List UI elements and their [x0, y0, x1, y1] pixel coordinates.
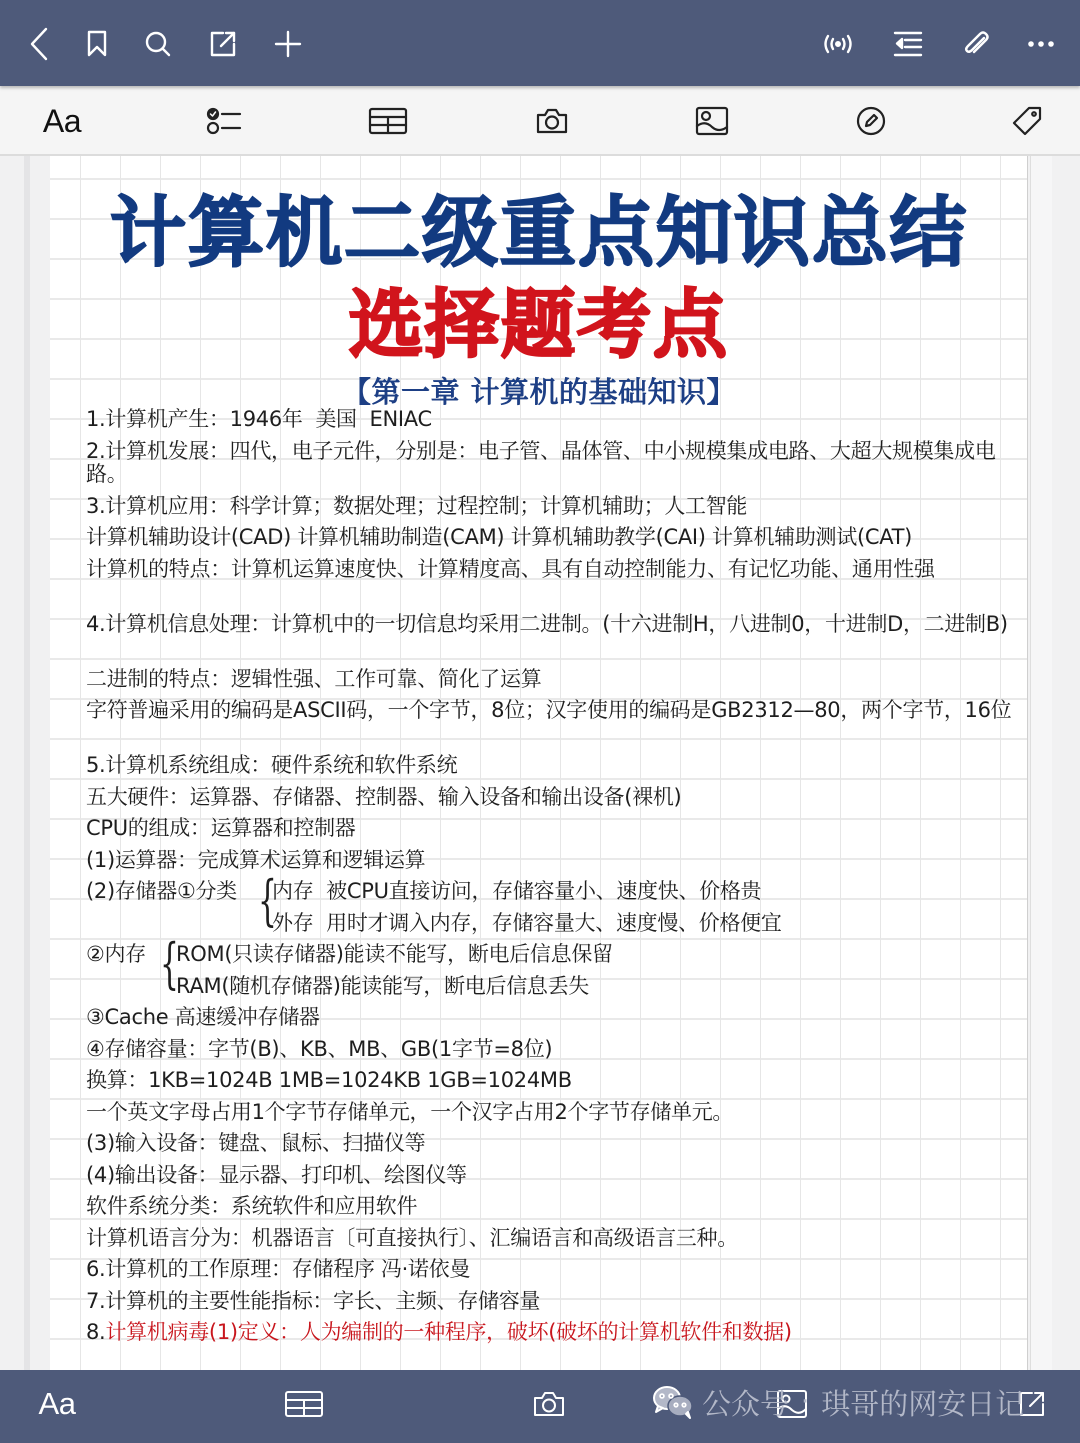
storage-classification-label: (2)存储器①分类: [86, 879, 237, 903]
line-number: 8.: [86, 1320, 106, 1344]
note-line: 计算机的特点：计算机运算速度快、计算精度高、具有自动控制能力、有记忆功能、通用性强: [86, 556, 935, 581]
note-line: 5.计算机系统组成：硬件系统和软件系统: [86, 753, 458, 777]
storage-item-internal: 内存 被CPU直接访问，存储容量小、速度快、价格贵: [272, 879, 762, 903]
more-button[interactable]: [1021, 24, 1061, 64]
share-icon: [1018, 1390, 1046, 1418]
note-line: 6.计算机的工作原理：存储程序 冯·诺依曼: [86, 1257, 471, 1281]
attachment-button[interactable]: [956, 24, 996, 64]
storage-item-external: 外存 用时才调入内存，存储容量大、速度慢、价格便宜: [272, 911, 782, 935]
back-button[interactable]: [20, 24, 60, 64]
document-title: 计算机二级重点知识总结: [110, 188, 968, 277]
pen-circle-icon: [855, 105, 887, 137]
text-format-button[interactable]: [32, 1384, 82, 1424]
note-line-highlight: [86, 1321, 1016, 1353]
tag-icon: [1011, 105, 1043, 137]
camera-icon: [535, 107, 569, 135]
image-icon: [695, 106, 729, 136]
note-line: 换算：1KB=1024B 1MB=1024KB 1GB=1024MB: [86, 1068, 572, 1092]
note-line: 2.计算机发展：四代，电子元件，分别是：电子管、晶体管、中小规模集成电路、大超大规模集成电路。: [86, 438, 996, 486]
add-button[interactable]: [268, 24, 308, 64]
read-aloud-button[interactable]: [818, 24, 858, 64]
search-icon: [144, 30, 172, 58]
table-icon: [368, 107, 408, 135]
outline-button[interactable]: [888, 24, 928, 64]
tag-button[interactable]: [1005, 101, 1049, 141]
checklist-icon: [206, 106, 242, 136]
note-line: ④存储容量：字节(B)、KB、MB、GB(1字节=8位): [86, 1036, 553, 1061]
note-line: 计算机辅助设计(CAD) 计算机辅助制造(CAM) 计算机辅助教学(CAI) 计算机辅助测试(CAT): [86, 525, 913, 549]
share-button[interactable]: [203, 24, 243, 64]
bookmark-button[interactable]: [77, 24, 117, 64]
camera-icon: [532, 1390, 566, 1418]
top-navigation-bar: [0, 0, 1080, 86]
document-area[interactable]: [0, 156, 1080, 1370]
watermark: [652, 1380, 1024, 1424]
table-icon: [284, 1390, 324, 1418]
handwriting-button[interactable]: [849, 101, 893, 141]
note-line: 3.计算机应用：科学计算；数据处理；过程控制；计算机辅助；人工智能: [86, 493, 748, 518]
note-line: 7.计算机的主要性能指标：字长、主频、存储容量: [86, 1288, 541, 1313]
search-button[interactable]: [138, 24, 178, 64]
note-line: 字符普遍采用的编码是ASCII码，一个字节，8位；汉字使用的编码是GB2312—80，两个字节，16位: [86, 698, 1012, 722]
image-icon: [776, 1389, 808, 1419]
note-line: 二进制的特点：逻辑性强、工作可靠、简化了运算: [86, 666, 542, 691]
note-line: ③Cache 高速缓冲存储器: [86, 1005, 320, 1029]
note-content: [86, 408, 1016, 1353]
broadcast-icon: [821, 32, 855, 56]
storage-classification: [86, 869, 1016, 943]
chapter-heading: 【第一章 计算机的基础知识】: [341, 375, 737, 409]
note-line: 五大硬件：运算器、存储器、控制器、输入设备和输出设备(裸机): [86, 784, 682, 809]
camera-button[interactable]: [527, 1384, 571, 1424]
watermark-prefix: 公众号: [702, 1386, 790, 1421]
insert-image-button[interactable]: [690, 101, 734, 141]
virus-definition-text: 计算机病毒(1)定义：人为编制的一种程序，破坏(破坏的计算机软件和数据): [105, 1320, 792, 1344]
note-line: 一个英文字母占用1个字节存储单元，一个汉字占用2个字节存储单元。: [86, 1099, 734, 1124]
note-line: (4)输出设备：显示器、打印机、绘图仪等: [86, 1162, 467, 1187]
table-button[interactable]: [366, 101, 410, 141]
checklist-button[interactable]: [202, 101, 246, 141]
note-line: 1.计算机产生：1946年 美国 ENIAC: [86, 407, 432, 431]
note-line: 计算机语言分为：机器语言〔可直接执行〕、汇编语言和高级语言三种。: [86, 1225, 738, 1250]
more-icon: [1028, 40, 1054, 48]
note-page[interactable]: [50, 156, 1028, 1370]
note-line: CPU的组成：运算器和控制器: [86, 816, 356, 840]
memory-types-label: ②内存: [86, 942, 146, 966]
note-line: (1)运算器：完成算术运算和逻辑运算: [86, 847, 426, 872]
note-line: 软件系统分类：系统软件和应用软件: [86, 1194, 418, 1218]
bookmark-icon: [86, 30, 108, 58]
page-edge-right: [1030, 156, 1052, 1370]
attachment-icon: [962, 30, 990, 58]
wechat-icon: [652, 1384, 694, 1420]
note-line: 4.计算机信息处理：计算机中的一切信息均采用二进制。(十六进制H，八进制0，十进制D，二进制B): [86, 611, 1008, 636]
left-brace: {: [160, 932, 179, 995]
table-button[interactable]: [282, 1384, 326, 1424]
format-toolbar: [0, 86, 1080, 156]
left-brace: {: [258, 869, 277, 932]
plus-icon: [274, 30, 302, 58]
text-format-icon: Aa: [42, 102, 82, 139]
bottom-toolbar: [0, 1370, 1080, 1443]
camera-button[interactable]: [530, 101, 574, 141]
share-icon: [209, 30, 237, 58]
memory-types: [86, 932, 1016, 1006]
memory-item-ram: RAM(随机存储器)能读能写，断电后信息丢失: [176, 974, 590, 998]
back-icon: [27, 26, 53, 62]
note-line: (3)输入设备：键盘、鼠标、扫描仪等: [86, 1131, 426, 1155]
insert-image-button[interactable]: [770, 1384, 814, 1424]
text-format-button[interactable]: [37, 101, 87, 141]
watermark-separator: ·: [801, 1387, 810, 1417]
memory-item-rom: ROM(只读存储器)能读不能写，断电后信息保留: [176, 942, 613, 966]
page-edge-left: [24, 156, 30, 1370]
document-subtitle: 选择题考点: [349, 282, 729, 368]
text-format-icon: Aa: [38, 1386, 76, 1421]
share-button[interactable]: [1010, 1384, 1054, 1424]
outline-icon: [893, 31, 923, 57]
watermark-account: 琪哥的网安日记: [821, 1386, 1025, 1421]
